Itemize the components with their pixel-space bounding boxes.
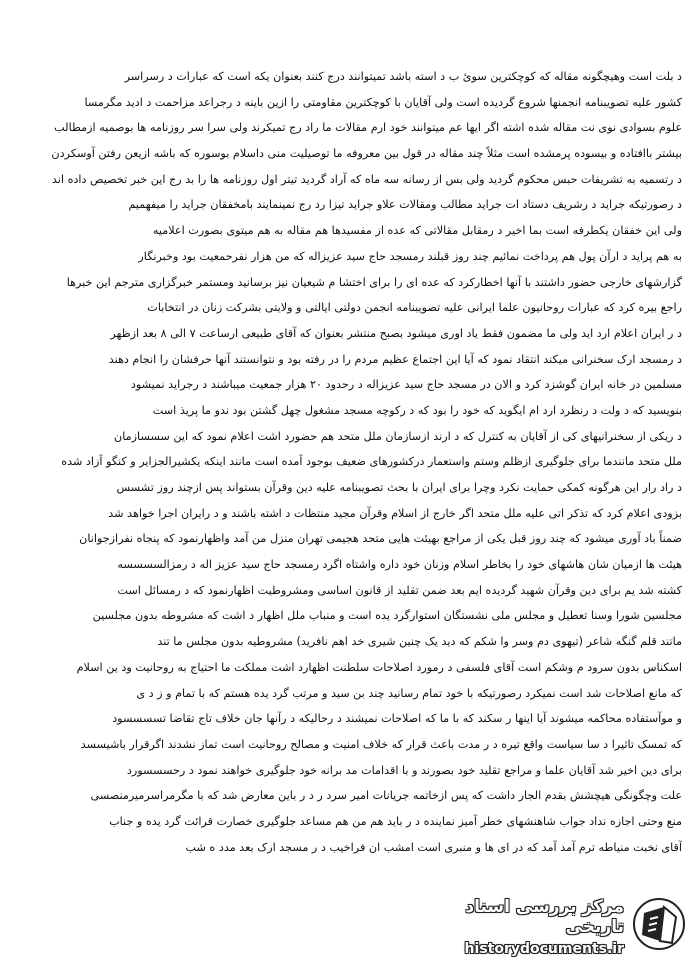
- document-line: علوم بسوادی نوی نت مقاله شده اشته اگر ایها عم میتوانند خود ارم مقالات ما راد رج تمیکرند ولی سرا سر روزنامه ها بوصمیه ازمطالب: [54, 121, 682, 135]
- document-body: [22, 64, 682, 860]
- document-line: ملل متحد مانندما برای جلوگیری ازظلم وستم واستعمار درکشورهای ضعیف بوجود آمده است مانند اینکه یکشیرالجزایر و کنگو آزاد شده: [61, 455, 682, 469]
- watermark-title: مرکز بررسی اسناد تاریخی: [465, 897, 624, 937]
- document-line: بزودی اعلام کرد که تذکر اتی علیه ملل متحد اگر خارج از اسلام وقرآن مجید منتظات د اشته باشند و د رایران اجرا خواهد شد: [108, 506, 682, 520]
- document-line: د راد رار این هرگونه کمکی حمایت نکرد وچرا برای ایران با بحث تصویبنامه علیه دین وقرآن بستواند پس ازچند روز تشسس: [116, 481, 682, 494]
- document-line: راجع بیره کرد که عبارات روحانیون علما ایرانی علیه تصویبنامه انجمن دولتی ایالتی و ولایتی بشرکت زنان در انتخابات: [147, 301, 682, 315]
- document-line: گزارشهای خارجی حضور داشتند با آنها اخطارکرد که عده ای را برای اختشا م شیعیان نیز برسانید ومستمر خبرگزاری مترجم این خبرها: [66, 275, 682, 289]
- document-line: د بلت است وهیچگونه مقاله که کوچکترین سوئ ب د استه باشد تمیتوانند درج کنند بعنوان یکه است که عبارات د رسراسر: [124, 70, 682, 83]
- document-line: که مانع اصلاحات شد است نمیکرد رصورتیکه با خود تمام رسانید چند بن سید و مرتب گرد یده هستم که با تمام و ز د ی: [136, 686, 682, 700]
- document-line: منع وحتی اجازه نداد جواب شاهنشهای خطر آمیز نماینده د ر باید هم من هم مساعد جلوگیری خصارت قرائت گرد یده و جناب: [109, 814, 682, 828]
- document-line: د رمسجد ارک سخنرانی میکند انتقاد نمود که آیا این اجتماع عظیم مردم را در رفته بود و نتوانستند آنها حرفشان را انجام دهند: [108, 352, 682, 366]
- document-line: برای دین اخیر شد آقایان علما و مراجع تقلید خود بصورند و با اقدامات مد برانه خود جلوگیری خواهند نمود د رحسسسورد: [126, 763, 682, 777]
- document-line: کشته شد یم برای دین وقرآن شهید گردیده ایم بعد ضمن تقلید از قانون اساسی ومشروطیت اظهارنمود که د رمسائل است: [117, 583, 682, 597]
- document-line: بیشتر باافتاده و بیسوده پرمشده است مثلاً چند مقاله در قول بین معروفه ما توصیلیت منی داسلام بوسوره که باشه ازیعن رفتن آوسکردن: [51, 147, 682, 161]
- document-line: و موآستفاده محاکمه میشوند آیا اینها ر سکند که با ما که اصلاحات نمیشند د رحالیکه د رآنها جان خلاف تاج تقاضا تسسسسود: [112, 712, 682, 726]
- document-line: د رتسمیه به تشریفات حبس محکوم گردید ولی بس از رسانه سه ماه که آراد گردید تیتر اول روزنامه ها را بد رج این خبر تخصیص داده اند: [51, 172, 682, 186]
- document-line: مسلمین در خانه ایران گوشزد کرد و الان در مسجد حاج سید عزیزاله د رحدود ۲۰ هزار جمعیت میباشند د رجراید نمیشود: [130, 378, 682, 392]
- document-line: د رصورتیکه جراید د رشریف دستاد ات جراید مطالب ومقالات علاو جراید تیزا رد رج نمینمایند بامخفقان جراید را میفهمیم: [128, 198, 682, 212]
- document-line: بنویسید که د ولت د رنظرد ارد ام ایگوید که خود را بود که د رکوچه مسجد مشغول چهل گشتن بود ندو ما پریذ است: [152, 403, 682, 417]
- watermark-url: historydocuments.ir: [464, 941, 624, 957]
- document-line: ولی این خفقان یکطرفه است بما اخیر د رمقابل مقالاتی که عده از مفسیدها هم مقاله به هم میتوی بصورت اعلامیه: [152, 224, 682, 238]
- document-line: کشور علیه تصویبنامه انجمنها شروع گردیده است ولی آقایان با کوچکترین مقاومتی را ازین باینه د رجراعد مزاحمت د ادید مگرمسا: [84, 95, 682, 109]
- document-line: ماتند قلم گنگه شاعر (تیهوی دم وسر وا شکم که دید یک چنین شیری خد اهم نافرید) مشروطیه بدون مجلس ما تند: [157, 635, 682, 649]
- document-line: ضمناً باد آوری میشود که چند روز قبل یکی از مراجع بهیئت هایی متحد هجیمی تهران منزل من آمد واظهارنمود که پنجاه نفرازجوانان: [79, 532, 682, 546]
- archive-watermark: [410, 895, 690, 957]
- document-line: مجلسین شورا وسنا تعطیل و مجلس ملی نشستگان استوارگرد یده است و منباب ملل اظهار د اشت که مشروطه بدون مجلسین: [92, 609, 682, 623]
- document-line: اسکناس بدون سرود م وشکم است آقای فلسفی د رمورد اصلاحات سلطنت اظهارد اشت مملکت ما احتیاج به روحانیت ود ین اسلام: [76, 660, 682, 674]
- document-line: آقای نخبت منیاطه ترم آمد آمد که در ای ها و منبری است امشب ان فراخیب د ر مسجد ارک بعد مدد ه شب: [185, 840, 682, 854]
- document-line: هیئت ها ازمیان شان هاشهای خود را بخاطر اسلام وزنان خود داره واشتاه اگرد رمسجد حاج سید عزیز اله د رمزالسسسسه: [117, 558, 682, 572]
- document-line: به هم پراید د ارآن پول هم پرداخت نمائیم چند روز قبلند رمسجد حاج سید عزیزاله که من هزار نفرحمعیت بود وخبرنگار: [138, 249, 682, 263]
- watermark-text: [414, 897, 624, 957]
- document-line: علت وچگونگی هیچشش بقدم الجار داشت که پس ازخاتمه جریانات امیر سرد ر د ر باین معارض شد که با مگرمراسرمیرمنصسی: [90, 789, 682, 803]
- document-line: د ر ایران اعلام ارد اید ولی ما مضمون فقط یاد اوری میشود بصبح منتشر بعنوان که آقای طبیعی ارساعت ۷ الی ۸ بعد ازظهر: [110, 326, 682, 340]
- document-line: که تمسک تاثیرا د سا سیاست واقع تیره د ر مدت باعث قرار که خلاف امنیت و مصالح روحانیت است تماز نشدند اگرقرار باشیسسد: [80, 737, 682, 751]
- document-line: د ریکی از سخنرانیهای کی از آقایان به کنترل که د ارند ازسازمان ملل متحد هم حضورد اشت اعلام نمود که این سسسازمان: [114, 429, 682, 443]
- archive-logo-icon: [630, 895, 688, 953]
